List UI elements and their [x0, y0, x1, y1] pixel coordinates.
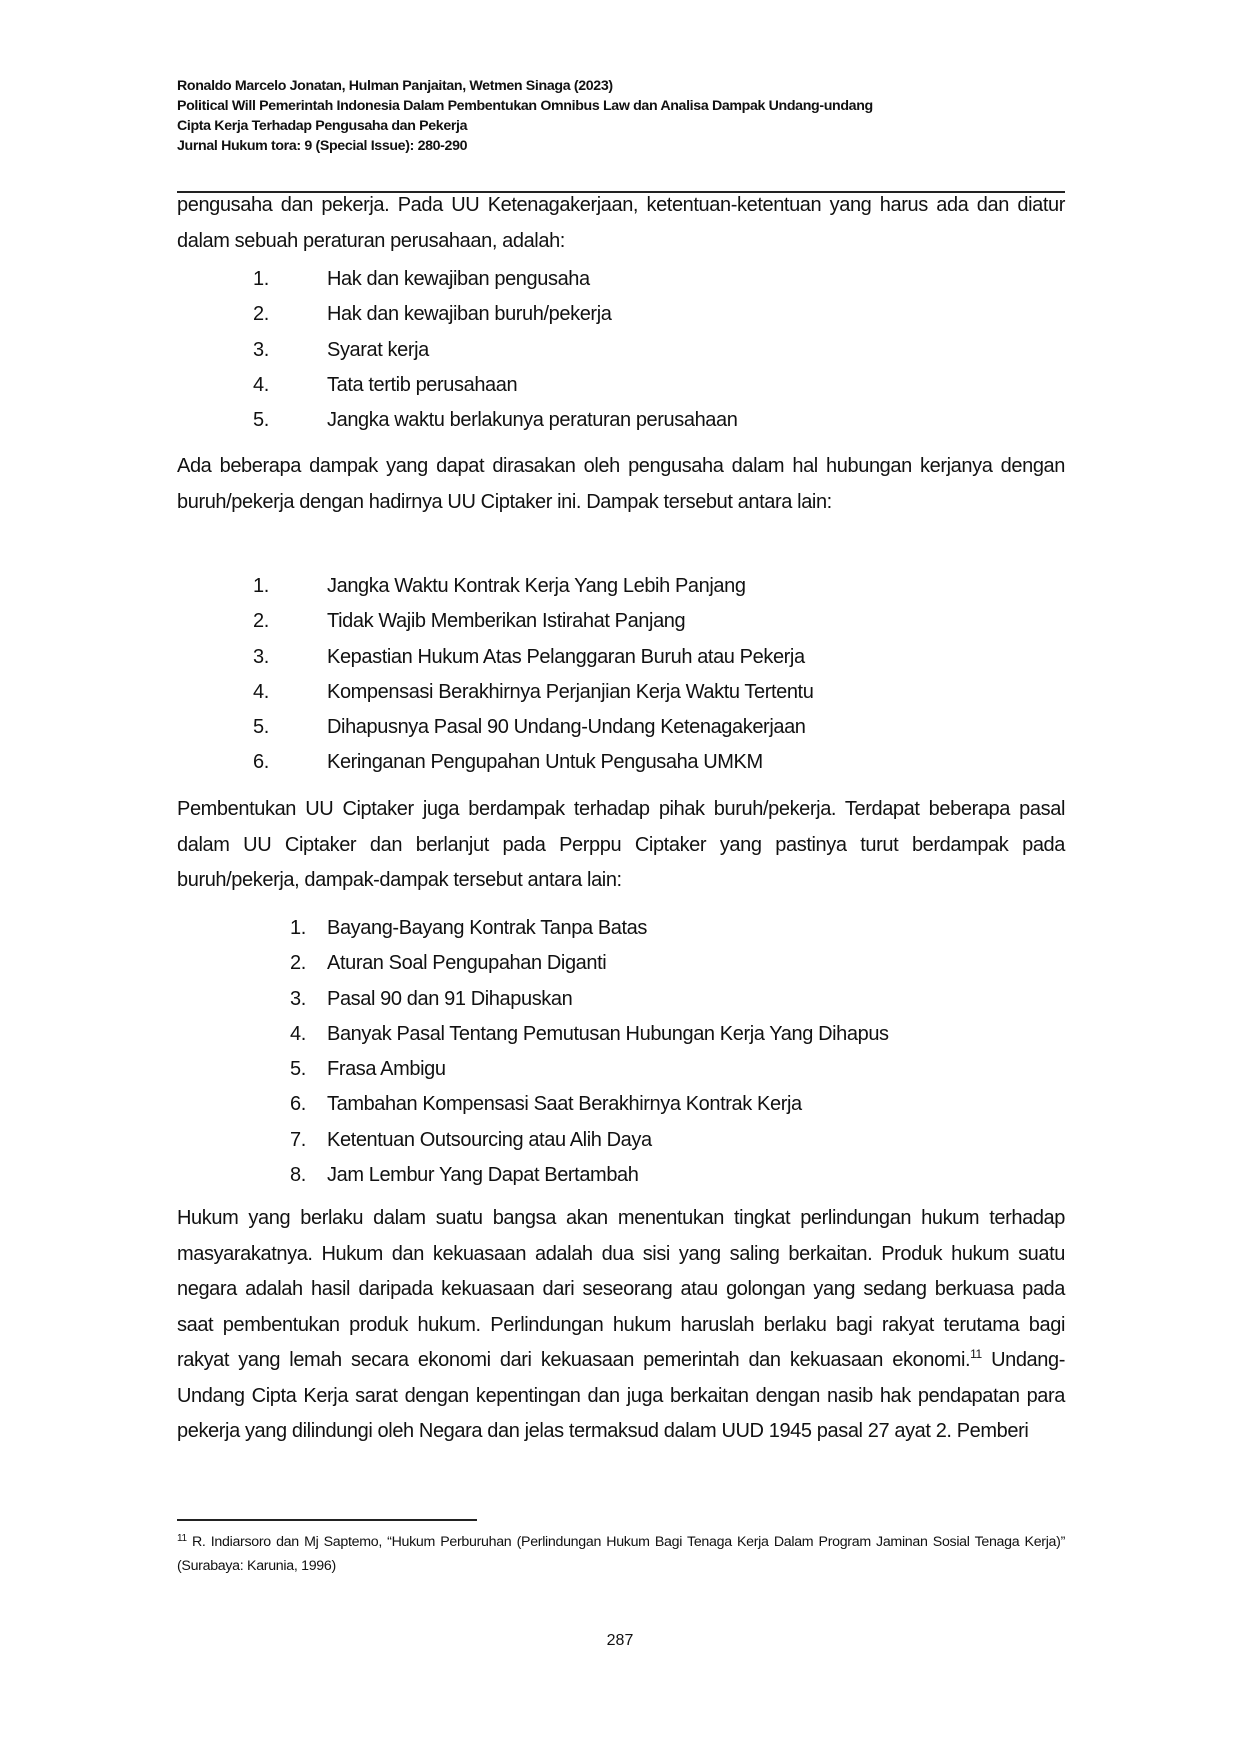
list-text: Dihapusnya Pasal 90 Undang-Undang Ketenagakerjaan	[327, 716, 806, 739]
list-text: Banyak Pasal Tentang Pemutusan Hubungan Kerja Yang Dihapus	[327, 1022, 889, 1045]
paragraph-4-continuation: Undang-Undang Cipta Kerja sarat dengan kepentingan dan juga berkaitan dengan nasib hak pendapatan para pekerja yang dilindungi oleh Negara dan jelas termaksud dalam UUD 1945 pasal 27 ayat 2. Pemberi	[177, 1349, 1065, 1442]
list-number: 2.	[253, 303, 269, 326]
list-text: Aturan Soal Pengupahan Diganti	[327, 952, 607, 975]
footnote-separator	[177, 1519, 477, 1521]
header-title-line-1: Political Will Pemerintah Indonesia Dalam Pembentukan Omnibus Law dan Analisa Dampak Undang-undang	[177, 98, 873, 114]
footnote-text: R. Indiarsoro dan Mj Saptemo, “Hukum Perburuhan (Perlindungan Hukum Bagi Tenaga Kerja Dalam Program Jaminan Sosial Tenaga Kerja)” (Surabaya: Karunia, 1996)	[177, 1534, 1065, 1574]
header-journal: Jurnal Hukum tora: 9 (Special Issue): 280-290	[177, 138, 468, 154]
list-text: Jangka waktu berlakunya peraturan perusahaan	[327, 409, 738, 432]
list-number: 1.	[253, 268, 269, 290]
list-number: 1.	[253, 575, 269, 597]
paragraph-2: Ada beberapa dampak yang dapat dirasakan oleh pengusaha dalam hal hubungan kerjanya dengan buruh/pekerja dengan hadirnya UU Ciptaker ini. Dampak tersebut antara lain:	[177, 455, 1065, 513]
list-number: 5.	[253, 409, 269, 432]
list-number: 2.	[253, 610, 269, 633]
list-number: 3.	[253, 338, 269, 361]
list-text: Keringanan Pengupahan Untuk Pengusaha UMKM	[327, 751, 763, 774]
list-number: 6.	[253, 751, 269, 774]
footnote-marker: 11	[177, 1533, 187, 1544]
paragraph-3: Pembentukan UU Ciptaker juga berdampak terhadap pihak buruh/pekerja. Terdapat beberapa pasal dalam UU Ciptaker dan berlanjut pada Perppu Ciptaker yang pastinya turut berdampak pada buruh/pekerja, dampak-dampak tersebut antara lain:	[177, 798, 1065, 891]
list-text: Kepastian Hukum Atas Pelanggaran Buruh atau Pekerja	[327, 645, 805, 668]
footnote-reference[interactable]: 11	[970, 1347, 982, 1361]
list-text: Hak dan kewajiban pengusaha	[327, 268, 590, 290]
list-number: 1.	[290, 917, 306, 939]
list-text: Pasal 90 dan 91 Dihapuskan	[327, 987, 573, 1010]
list-number: 7.	[290, 1128, 306, 1151]
list-number: 3.	[253, 645, 269, 668]
list-text: Frasa Ambigu	[327, 1058, 446, 1081]
list-text: Jangka Waktu Kontrak Kerja Yang Lebih Panjang	[327, 575, 746, 597]
list-number: 4.	[290, 1022, 306, 1045]
list-number: 5.	[290, 1058, 306, 1081]
list-text: Tata tertib perusahaan	[327, 373, 518, 396]
list-text: Syarat kerja	[327, 338, 429, 361]
list-text: Jam Lembur Yang Dapat Bertambah	[327, 1164, 639, 1187]
paragraph-4-text: Hukum yang berlaku dalam suatu bangsa akan menentukan tingkat perlindungan hukum terhadap masyarakatnya. Hukum dan kekuasaan adalah dua sisi yang saling berkaitan. Produk hukum suatu negara adalah hasil daripada kekuasaan dari seseorang atau golongan yang sedang berkuasa pada saat pembentukan produk hukum. Perlindungan hukum haruslah berlaku bagi rakyat terutama bagi rakyat yang lemah secara ekonomi dari kekuasaan pemerintah dan kekuasaan ekonomi.	[177, 1207, 1065, 1371]
list-text: Bayang-Bayang Kontrak Tanpa Batas	[327, 917, 647, 939]
header-title-line-2: Cipta Kerja Terhadap Pengusaha dan Pekerja	[177, 118, 468, 134]
page-number: 287	[606, 1632, 634, 1649]
header-authors: Ronaldo Marcelo Jonatan, Hulman Panjaitan, Wetmen Sinaga (2023)	[177, 78, 613, 94]
list-number: 2.	[290, 952, 306, 975]
list-number: 6.	[290, 1093, 306, 1116]
paragraph-1: pengusaha dan pekerja. Pada UU Ketenagakerjaan, ketentuan-ketentuan yang harus ada dan diatur dalam sebuah peraturan perusahaan, adalah:	[177, 194, 1065, 252]
list-number: 5.	[253, 716, 269, 739]
list-text: Tidak Wajib Memberikan Istirahat Panjang	[327, 610, 686, 633]
list-text: Ketentuan Outsourcing atau Alih Daya	[327, 1128, 652, 1151]
list-number: 4.	[253, 680, 269, 703]
list-number: 8.	[290, 1164, 306, 1187]
list-text: Hak dan kewajiban buruh/pekerja	[327, 303, 612, 326]
list-number: 3.	[290, 987, 306, 1010]
list-text: Tambahan Kompensasi Saat Berakhirnya Kontrak Kerja	[327, 1093, 802, 1116]
running-header	[177, 76, 1057, 156]
list-text: Kompensasi Berakhirnya Perjanjian Kerja Waktu Tertentu	[327, 680, 814, 703]
paragraph-4	[177, 1201, 1065, 1450]
footnote	[177, 1530, 1065, 1578]
list-number: 4.	[253, 373, 269, 396]
